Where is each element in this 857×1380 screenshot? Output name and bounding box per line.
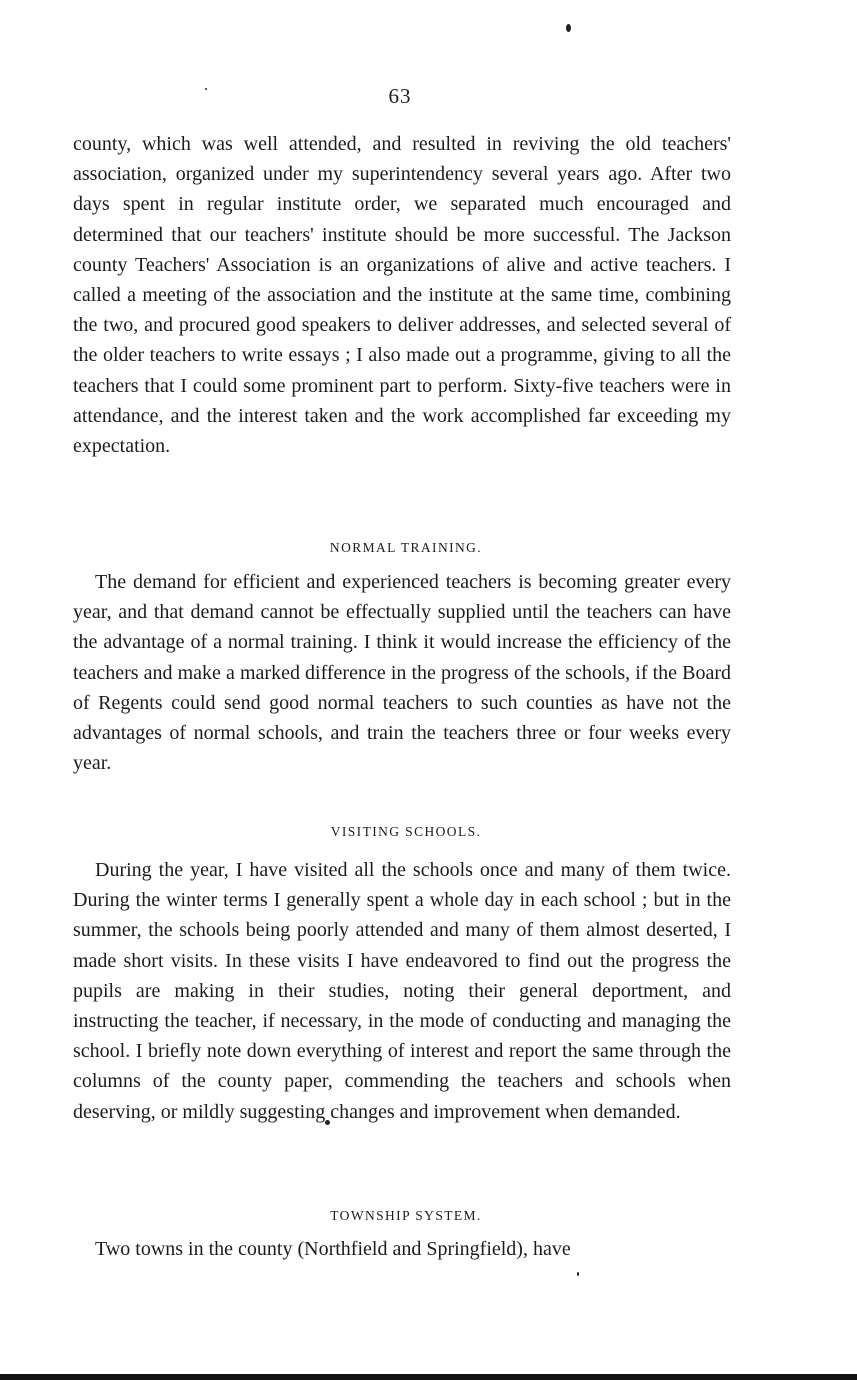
- section-heading-normal-training: NORMAL TRAINING.: [329, 540, 483, 555]
- paragraph-text: During the year, I have visited all the schools once and many of them twice. During the winter terms I generally spent a whole day in each school ; but in the summer, the schools being poorly attended and many of them almost deserted, I made short visits. In these visits I have endeavored to find out the progress the pupils are making in their studies, noting their general deportment, and instructing the teacher, if necessary, in the mode of conducting and managing the school. I briefly note down everything of interest and report the same through the columns of the county paper, commending the teachers and schools when deserving, or mildly suggesting changes and improvement when demanded.: [73, 859, 731, 1123]
- page-number: 63: [388, 84, 412, 108]
- paragraph-county-institute: [73, 129, 731, 461]
- ink-speck: [577, 1272, 579, 1276]
- ink-speck: [566, 24, 571, 32]
- paragraph-normal-training: [73, 567, 731, 778]
- paragraph-text: county, which was well attended, and resulted in reviving the old teachers' association, organized under my superintendency several years ago. After two days spent in regular institute order, we separated much encouraged and determined that our teachers' institute should be more successful. The Jackson county Teachers' Association is an organizations of alive and active teachers. I called a meeting of the association and the institute at the same time, combining the two, and procured good speakers to deliver addresses, and selected several of the older teachers to write essays ; I also made out a programme, giving to all the teachers that I could some prominent part to perform. Sixty-five teachers were in attendance, and the interest taken and the work accomplished far exceeding my expectation.: [73, 133, 731, 458]
- paragraph-text: The demand for efficient and experienced teachers is becoming greater every year, and that demand cannot be effectually supplied until the teachers can have the advantage of a normal training. I think it would increase the efficiency of the teachers and make a marked difference in the progress of the schools, if the Board of Regents could send good normal teachers to such counties as have not the advantages of normal schools, and train the teachers three or four weeks every year.: [73, 571, 731, 775]
- page-bottom-edge: [0, 1374, 857, 1380]
- section-heading-township-system: TOWNSHIP SYSTEM.: [330, 1208, 482, 1223]
- section-heading-visiting-schools: VISITING SCHOOLS.: [330, 824, 482, 839]
- paragraph-township-system: [73, 1234, 731, 1264]
- paragraph-text: Two towns in the county (Northfield and Springfield), have: [95, 1238, 571, 1260]
- paragraph-visiting-schools: [73, 855, 731, 1127]
